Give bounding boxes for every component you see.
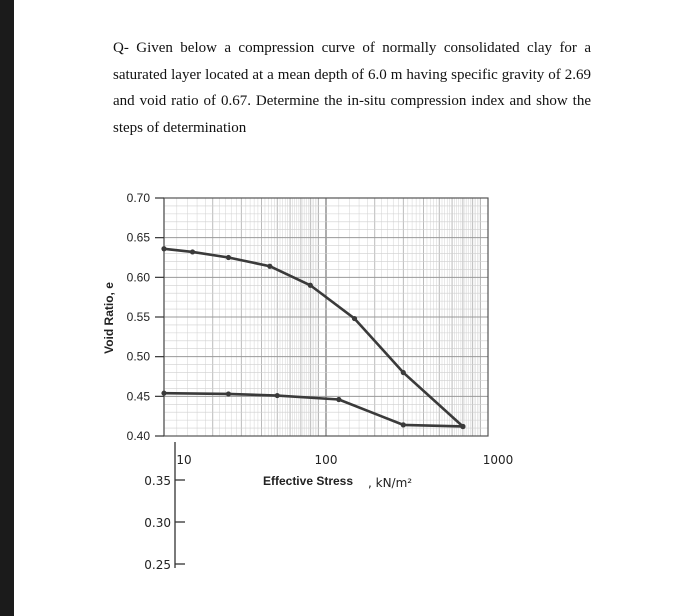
x-axis-ticks xyxy=(176,453,513,467)
series-line-2 xyxy=(164,393,463,426)
data-point xyxy=(161,391,166,396)
series-line-1 xyxy=(164,249,463,427)
question-text: Q- Given below a compression curve of normally consolidated clay for a saturated layer located at a mean depth of 6.0 m having specific gravity of 2.69 and void ratio of 0.67. Determine the in-situ compression index and show the steps of determination xyxy=(113,40,591,136)
x-axis-label: Effective Stress xyxy=(262,474,354,488)
y-tick-label: 0.70 xyxy=(126,191,150,205)
x-tick-label: 100 xyxy=(314,453,338,467)
y-tick-label: 0.40 xyxy=(126,429,150,443)
data-point xyxy=(226,255,231,260)
y-axis-label: Void Ratio, e xyxy=(102,282,116,354)
data-point xyxy=(401,422,406,427)
x-tick-label: 1000 xyxy=(482,453,514,467)
y-tick-label: 0.55 xyxy=(126,310,150,324)
x-tick-label: 10 xyxy=(176,453,192,467)
data-point xyxy=(308,283,313,288)
data-point xyxy=(161,246,166,251)
extra-tick-label: 0.30 xyxy=(144,516,171,530)
data-point xyxy=(336,397,341,402)
data-point xyxy=(460,424,465,429)
data-point xyxy=(275,393,280,398)
y-tick-label: 0.60 xyxy=(126,270,150,285)
data-point xyxy=(352,316,357,321)
data-point xyxy=(267,264,272,269)
data-point xyxy=(190,249,195,254)
data-point xyxy=(226,391,231,396)
extra-tick-label: 0.35 xyxy=(144,474,171,488)
y-axis-ticks xyxy=(127,191,164,443)
x-axis-unit: , kN/m² xyxy=(368,476,413,490)
y-tick-label: 0.45 xyxy=(126,389,150,404)
y-tick-label: 0.50 xyxy=(126,349,150,364)
extra-tick-label: 0.25 xyxy=(144,558,171,572)
y-tick-label: 0.65 xyxy=(126,230,150,245)
chart-grid xyxy=(164,198,488,436)
data-point xyxy=(401,370,406,375)
